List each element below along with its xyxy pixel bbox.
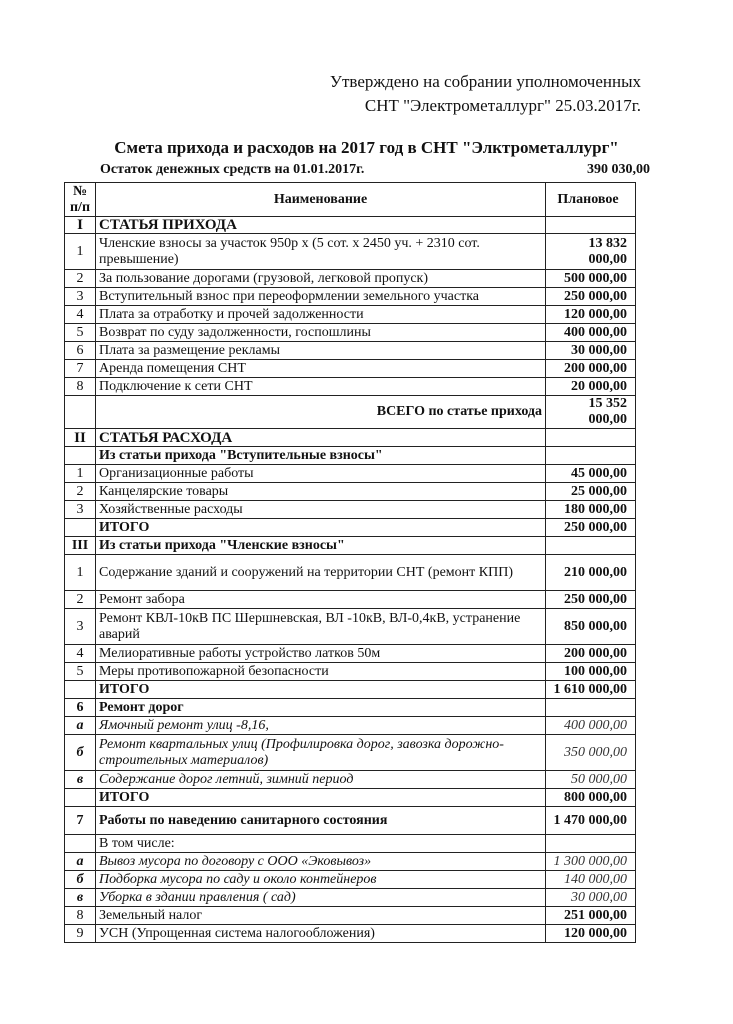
row-plan-value <box>546 429 636 447</box>
table-row <box>65 378 636 396</box>
row-plan-value: 250 000,00 <box>546 591 636 609</box>
row-name: ИТОГО <box>96 681 546 699</box>
column-header-num: № п/п <box>65 183 96 217</box>
row-number: 4 <box>65 306 96 324</box>
table-row <box>65 699 636 717</box>
row-name: Подборка мусора по саду и около контейнеров <box>96 871 546 889</box>
table-header-row <box>65 183 636 217</box>
row-number <box>65 519 96 537</box>
row-plan-value: 400 000,00 <box>546 717 636 735</box>
row-number: 2 <box>65 483 96 501</box>
row-number <box>65 835 96 853</box>
table-row <box>65 396 636 429</box>
table-row <box>65 306 636 324</box>
row-number: 2 <box>65 270 96 288</box>
row-number: 2 <box>65 591 96 609</box>
row-name: Возврат по суду задолженности, госпошлины <box>96 324 546 342</box>
row-name: Ремонт квартальных улиц (Профилировка дорог, завозка дорожно-строительных материалов) <box>96 735 546 771</box>
row-plan-value: 250 000,00 <box>546 288 636 306</box>
row-number: I <box>65 217 96 234</box>
row-name: В том числе: <box>96 835 546 853</box>
table-row <box>65 483 636 501</box>
row-name: ВСЕГО по статье прихода <box>96 396 546 429</box>
row-number: 9 <box>65 925 96 943</box>
table-row <box>65 663 636 681</box>
column-header-name: Наименование <box>96 183 546 217</box>
row-plan-value <box>546 699 636 717</box>
approval-line-2: СНТ "Электрометаллург" 25.03.2017г. <box>364 96 641 115</box>
table-row <box>65 789 636 807</box>
opening-balance <box>100 162 650 178</box>
table-row <box>65 771 636 789</box>
row-number: 8 <box>65 378 96 396</box>
row-plan-value: 30 000,00 <box>546 889 636 907</box>
row-name: Работы по наведению санитарного состояния <box>96 807 546 835</box>
row-plan-value <box>546 217 636 234</box>
row-name: Земельный налог <box>96 907 546 925</box>
row-plan-value: 100 000,00 <box>546 663 636 681</box>
row-plan-value: 200 000,00 <box>546 360 636 378</box>
table-row <box>65 360 636 378</box>
row-number: 3 <box>65 609 96 645</box>
row-name: Содержание дорог летний, зимний период <box>96 771 546 789</box>
table-row <box>65 807 636 835</box>
row-plan-value: 140 000,00 <box>546 871 636 889</box>
row-number <box>65 447 96 465</box>
table-row <box>65 519 636 537</box>
row-name: ИТОГО <box>96 789 546 807</box>
row-number: 1 <box>65 555 96 591</box>
row-plan-value: 13 832 000,00 <box>546 234 636 270</box>
row-number: 1 <box>65 234 96 270</box>
table-row <box>65 835 636 853</box>
budget-table <box>64 182 636 943</box>
row-name: ИТОГО <box>96 519 546 537</box>
row-number: 5 <box>65 663 96 681</box>
row-name: Содержание зданий и сооружений на территории СНТ (ремонт КПП) <box>96 555 546 591</box>
row-plan-value: 1 300 000,00 <box>546 853 636 871</box>
row-number: в <box>65 771 96 789</box>
row-name: Из статьи прихода "Вступительные взносы" <box>96 447 546 465</box>
row-number: 3 <box>65 501 96 519</box>
row-plan-value: 251 000,00 <box>546 907 636 925</box>
row-number: а <box>65 717 96 735</box>
row-plan-value <box>546 835 636 853</box>
row-name: Уборка в здании правления ( сад) <box>96 889 546 907</box>
row-number: 1 <box>65 465 96 483</box>
balance-value: 390 030,00 <box>587 162 650 177</box>
table-row <box>65 342 636 360</box>
row-name: СТАТЬЯ ПРИХОДА <box>96 217 546 234</box>
balance-label: Остаток денежных средств на 01.01.2017г. <box>100 162 365 177</box>
row-name: За пользование дорогами (грузовой, легковой пропуск) <box>96 270 546 288</box>
row-number: б <box>65 735 96 771</box>
row-number: 3 <box>65 288 96 306</box>
row-name: Ямочный ремонт улиц -8,16, <box>96 717 546 735</box>
table-row <box>65 889 636 907</box>
row-number: б <box>65 871 96 889</box>
table-row <box>65 234 636 270</box>
column-header-plan: Плановое <box>546 183 636 217</box>
row-plan-value: 1 470 000,00 <box>546 807 636 835</box>
table-row <box>65 501 636 519</box>
row-plan-value <box>546 537 636 555</box>
table-row <box>65 324 636 342</box>
row-number: а <box>65 853 96 871</box>
row-name: Ремонт дорог <box>96 699 546 717</box>
row-name: Вступительный взнос при переоформлении земельного участка <box>96 288 546 306</box>
row-plan-value: 500 000,00 <box>546 270 636 288</box>
row-number: III <box>65 537 96 555</box>
row-name: Ремонт КВЛ-10кВ ПС Шершневская, ВЛ -10кВ, ВЛ-0,4кВ, устранение аварий <box>96 609 546 645</box>
row-number <box>65 681 96 699</box>
table-row <box>65 288 636 306</box>
row-number: II <box>65 429 96 447</box>
row-name: Канцелярские товары <box>96 483 546 501</box>
row-name: Плата за отработку и прочей задолженности <box>96 306 546 324</box>
approval-note <box>330 70 641 118</box>
table-row <box>65 465 636 483</box>
row-plan-value: 800 000,00 <box>546 789 636 807</box>
row-plan-value: 20 000,00 <box>546 378 636 396</box>
table-row <box>65 447 636 465</box>
row-name: Подключение к сети СНТ <box>96 378 546 396</box>
row-number: 8 <box>65 907 96 925</box>
row-number <box>65 789 96 807</box>
row-plan-value: 120 000,00 <box>546 925 636 943</box>
row-name: Организационные работы <box>96 465 546 483</box>
row-number: 5 <box>65 324 96 342</box>
row-name: Хозяйственные расходы <box>96 501 546 519</box>
row-plan-value: 250 000,00 <box>546 519 636 537</box>
row-number: 7 <box>65 360 96 378</box>
table-row <box>65 429 636 447</box>
table-row <box>65 591 636 609</box>
row-number: 7 <box>65 807 96 835</box>
row-number <box>65 396 96 429</box>
row-plan-value: 350 000,00 <box>546 735 636 771</box>
table-row <box>65 681 636 699</box>
approval-line-1: Утверждено на собрании уполномоченных <box>329 72 641 91</box>
table-row <box>65 270 636 288</box>
row-number: 6 <box>65 342 96 360</box>
row-number: 6 <box>65 699 96 717</box>
row-name: Аренда помещения СНТ <box>96 360 546 378</box>
table-row <box>65 871 636 889</box>
row-name: Членские взносы за участок 950р х (5 сот. х 2450 уч. + 2310 сот. превышение) <box>96 234 546 270</box>
row-name: Из статьи прихода "Членские взносы" <box>96 537 546 555</box>
table-row <box>65 645 636 663</box>
row-plan-value: 210 000,00 <box>546 555 636 591</box>
row-plan-value: 30 000,00 <box>546 342 636 360</box>
table-row <box>65 717 636 735</box>
table-row <box>65 537 636 555</box>
row-plan-value: 25 000,00 <box>546 483 636 501</box>
table-row <box>65 735 636 771</box>
row-plan-value <box>546 447 636 465</box>
row-name: Плата за размещение рекламы <box>96 342 546 360</box>
row-number: в <box>65 889 96 907</box>
table-row <box>65 907 636 925</box>
row-name: УСН (Упрощенная система налогообложения) <box>96 925 546 943</box>
row-name: Меры противопожарной безопасности <box>96 663 546 681</box>
table-row <box>65 609 636 645</box>
row-plan-value: 45 000,00 <box>546 465 636 483</box>
row-name: СТАТЬЯ РАСХОДА <box>96 429 546 447</box>
row-plan-value: 50 000,00 <box>546 771 636 789</box>
table-row <box>65 925 636 943</box>
row-plan-value: 400 000,00 <box>546 324 636 342</box>
row-name: Вывоз мусора по договору с ООО «Эковывоз» <box>96 853 546 871</box>
row-name: Ремонт забора <box>96 591 546 609</box>
row-plan-value: 15 352 000,00 <box>546 396 636 429</box>
row-plan-value: 120 000,00 <box>546 306 636 324</box>
row-plan-value: 200 000,00 <box>546 645 636 663</box>
row-plan-value: 1 610 000,00 <box>546 681 636 699</box>
row-number: 4 <box>65 645 96 663</box>
row-plan-value: 180 000,00 <box>546 501 636 519</box>
table-row <box>65 853 636 871</box>
table-row <box>65 555 636 591</box>
row-plan-value: 850 000,00 <box>546 609 636 645</box>
document-title: Смета прихода и расходов на 2017 год в СНТ "Элктрометаллург" <box>114 138 619 157</box>
table-row <box>65 217 636 234</box>
row-name: Мелиоративные работы устройство латков 50м <box>96 645 546 663</box>
